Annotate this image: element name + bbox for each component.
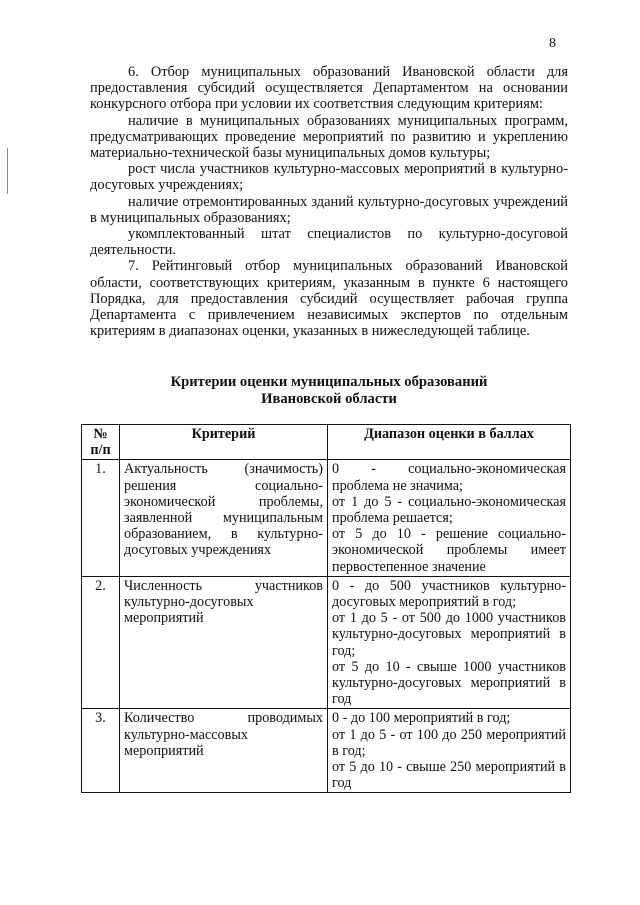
criteria-table xyxy=(81,424,571,793)
table-row xyxy=(82,576,571,709)
table-row xyxy=(82,709,571,793)
range-item: от 5 до 10 - решение социально-экономической проблемы имеет первостепенное значение xyxy=(332,526,566,575)
row-num: 1. xyxy=(82,460,120,576)
row-criterion: Численность участников культурно-досуговых мероприятий xyxy=(120,576,328,709)
criterion-staff: укомплектованный штат специалистов по культурно-досуговой деятельности. xyxy=(90,226,568,259)
row-range xyxy=(328,709,571,793)
page-number: 8 xyxy=(549,36,556,51)
row-criterion: Количество проводимых культурно-массовых мероприятий xyxy=(120,709,328,793)
row-range xyxy=(328,576,571,709)
row-num: 3. xyxy=(82,709,120,793)
header-num: № п/п xyxy=(82,425,120,460)
table-title-line-1: Критерии оценки муниципальных образований xyxy=(170,374,488,390)
table-title-line-2: Ивановской области xyxy=(261,391,397,407)
range-item: от 5 до 10 - свыше 250 мероприятий в год xyxy=(332,759,566,792)
range-item: от 1 до 5 - социально-экономическая проблема решается; xyxy=(332,493,566,527)
range-item: 0 - до 100 мероприятий в год; xyxy=(332,710,511,727)
table-row xyxy=(82,460,571,576)
header-criterion: Критерий xyxy=(120,425,328,460)
table-title xyxy=(90,374,568,408)
paragraph-6: 6. Отбор муниципальных образований Ивановской области для предоставления субсидий осуществляется Департаментом на основании конкурсного отбора при условии их соответствия следующим критериям: xyxy=(90,64,568,113)
range-item: от 1 до 5 - от 500 до 1000 участников культурно-досуговых мероприятий в год; xyxy=(332,610,566,659)
row-range xyxy=(328,460,571,576)
paragraph-7: 7. Рейтинговый отбор муниципальных образований Ивановской области, соответствующих критериям, указанным в пункте 6 настоящего Порядка, для предоставления субсидий осуществляет рабочая группа Департамента с привлечением независимых экспертов по отдельным критериям в диапазонах оценки, указанных в нижеследующей таблице. xyxy=(90,258,568,340)
range-item: 0 - социально-экономическая проблема не значима; xyxy=(332,461,566,494)
margin-mark xyxy=(7,148,8,194)
row-criterion: Актуальность (значимость) решения социально-экономической проблемы, заявленной муниципальным образованием, в культурно-досуговых учреждениях xyxy=(120,460,328,576)
criterion-participants: рост числа участников культурно-массовых мероприятий в культурно-досуговых учреждениях; xyxy=(90,161,568,194)
range-item: от 5 до 10 - свыше 1000 участников культурно-досуговых мероприятий в год xyxy=(332,658,566,708)
table-header-row xyxy=(82,425,571,460)
row-num: 2. xyxy=(82,576,120,709)
header-range: Диапазон оценки в баллах xyxy=(328,425,571,460)
criterion-programs: наличие в муниципальных образованиях муниципальных программ, предусматривающих проведение мероприятий по развитию и укреплению материально-технической базы муниципальных домов культуры; xyxy=(90,112,568,162)
range-item: 0 - до 500 участников культурно-досуговых мероприятий в год; xyxy=(332,577,566,611)
body-text xyxy=(90,64,568,339)
criterion-repaired-buildings: наличие отремонтированных зданий культурно-досуговых учреждений в муниципальных образованиях; xyxy=(90,193,568,226)
range-item: от 1 до 5 - от 100 до 250 мероприятий в год; xyxy=(332,726,566,759)
